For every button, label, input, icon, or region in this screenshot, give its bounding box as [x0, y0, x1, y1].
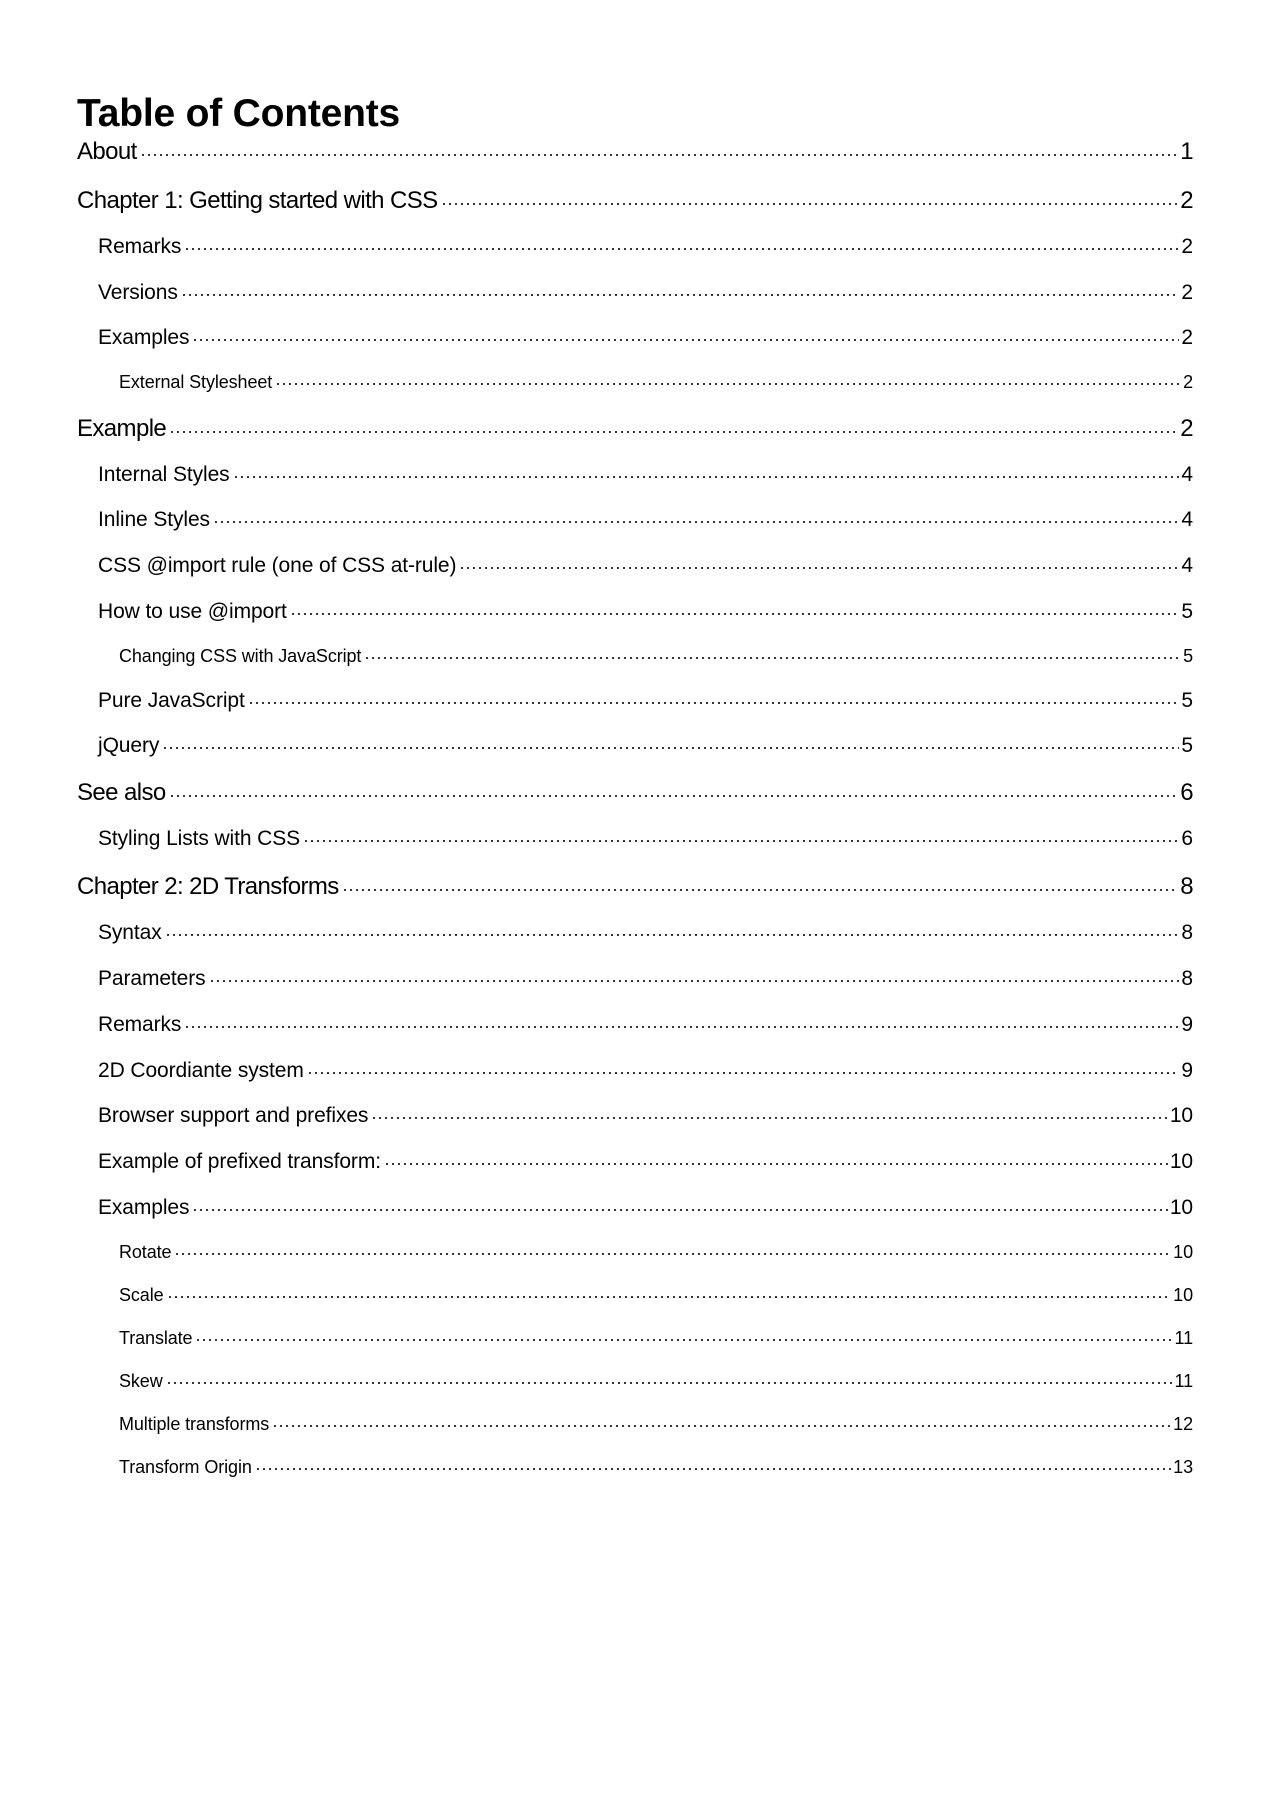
- toc-entry[interactable]: [98, 225, 1193, 259]
- toc-entry[interactable]: [119, 1229, 1193, 1263]
- toc-entry[interactable]: [119, 1315, 1193, 1349]
- toc-entry-page-number: 4: [1181, 554, 1193, 577]
- toc-entry[interactable]: [98, 316, 1193, 350]
- toc-entry[interactable]: [98, 1186, 1193, 1220]
- toc-entry-label: Examples: [98, 326, 190, 349]
- toc-entry[interactable]: [98, 453, 1193, 487]
- toc-entry-label: jQuery: [98, 734, 160, 757]
- dot-leader: [342, 887, 1179, 893]
- dot-leader: [192, 1207, 1167, 1213]
- toc-entry[interactable]: [98, 1003, 1193, 1037]
- toc-entry-page-number: 12: [1173, 1414, 1193, 1434]
- toc-title: Table of Contents: [77, 92, 401, 135]
- toc-entry-label: Changing CSS with JavaScript: [119, 646, 362, 666]
- dot-leader: [303, 838, 1179, 844]
- toc-entry-label: Transform Origin: [119, 1457, 252, 1477]
- toc-entry[interactable]: [119, 1401, 1193, 1435]
- dot-leader: [275, 381, 1181, 387]
- dot-leader: [165, 932, 1180, 938]
- dot-leader: [459, 565, 1179, 571]
- toc-entry-page-number: 10: [1173, 1242, 1193, 1262]
- toc-entry-page-number: 9: [1181, 1059, 1193, 1082]
- dot-leader: [184, 1024, 1179, 1030]
- dot-leader: [169, 429, 1178, 435]
- dot-leader: [307, 1070, 1180, 1076]
- toc-entry[interactable]: [119, 1444, 1193, 1478]
- toc-entry-page-number: 2: [1181, 281, 1193, 304]
- toc-entry-page-number: 11: [1174, 1328, 1193, 1348]
- dot-leader: [371, 1115, 1167, 1121]
- toc-entry-label: Versions: [98, 281, 178, 304]
- toc-entry[interactable]: [77, 409, 1193, 443]
- toc-entry-label: Chapter 2: 2D Transforms: [77, 873, 339, 900]
- toc-entry-label: Styling Lists with CSS: [98, 827, 301, 850]
- toc-entry[interactable]: [98, 544, 1193, 578]
- dot-leader: [364, 655, 1181, 661]
- toc-entry-label: How to use @import: [98, 600, 287, 623]
- toc-entry[interactable]: [98, 911, 1193, 945]
- toc-entry-page-number: 10: [1169, 1150, 1193, 1173]
- toc-entry-label: External Stylesheet: [119, 372, 273, 392]
- toc-entry[interactable]: [98, 498, 1193, 532]
- dot-leader: [255, 1466, 1171, 1472]
- toc-entry-page-number: 4: [1181, 508, 1193, 531]
- toc-entry[interactable]: [77, 132, 1193, 166]
- toc-entry[interactable]: [98, 817, 1193, 851]
- toc-entry-page-number: 2: [1180, 187, 1193, 214]
- toc-entry[interactable]: [98, 1140, 1193, 1174]
- toc-entry[interactable]: [98, 271, 1193, 305]
- dot-leader: [441, 201, 1179, 207]
- toc-entry[interactable]: [98, 679, 1193, 713]
- dot-leader: [248, 700, 1180, 706]
- toc-entry-label: See also: [77, 779, 166, 806]
- toc-entry-label: Pure JavaScript: [98, 689, 245, 712]
- toc-entry[interactable]: [119, 1358, 1193, 1392]
- toc-entry[interactable]: [119, 633, 1193, 667]
- dot-leader: [209, 978, 1180, 984]
- dot-leader: [181, 292, 1180, 298]
- toc-entry-label: Inline Styles: [98, 508, 210, 531]
- toc-entry[interactable]: [119, 359, 1193, 393]
- toc-entry-label: Examples: [98, 1196, 190, 1219]
- toc-entry-page-number: 9: [1181, 1013, 1193, 1036]
- toc-entry-label: Parameters: [98, 967, 206, 990]
- toc-entry[interactable]: [77, 773, 1193, 807]
- toc-entry-label: Skew: [119, 1371, 163, 1391]
- toc-entry-page-number: 13: [1173, 1457, 1193, 1477]
- toc-entry[interactable]: [98, 1094, 1193, 1128]
- toc-entry[interactable]: [119, 1272, 1193, 1306]
- toc-entry-page-number: 5: [1181, 689, 1193, 712]
- toc-entry-label: Syntax: [98, 921, 162, 944]
- toc-entry-label: CSS @import rule (one of CSS at-rule): [98, 554, 457, 577]
- toc-entry[interactable]: [98, 1049, 1193, 1083]
- toc-entry-label: Remarks: [98, 1013, 182, 1036]
- toc-entry-label: Rotate: [119, 1242, 172, 1262]
- dot-leader: [162, 745, 1179, 751]
- toc-entry[interactable]: [98, 590, 1193, 624]
- dot-leader: [192, 337, 1179, 343]
- toc-entry-label: Remarks: [98, 235, 182, 258]
- dot-leader: [166, 1380, 1173, 1386]
- toc-entry-label: Translate: [119, 1328, 193, 1348]
- dot-leader: [174, 1251, 1171, 1257]
- toc-entry-page-number: 6: [1181, 827, 1193, 850]
- toc-entry-page-number: 11: [1174, 1371, 1193, 1391]
- toc-entry-page-number: 6: [1180, 779, 1193, 806]
- toc-entry-label: Chapter 1: Getting started with CSS: [77, 187, 438, 214]
- toc-entry-label: Internal Styles: [98, 463, 230, 486]
- toc-entry-page-number: 2: [1181, 326, 1193, 349]
- toc-entry-label: Example of prefixed transform:: [98, 1150, 381, 1173]
- toc-entry[interactable]: [77, 181, 1193, 215]
- toc-entry[interactable]: [98, 957, 1193, 991]
- toc-entry-label: About: [77, 138, 137, 165]
- toc-entry-page-number: 5: [1181, 734, 1193, 757]
- toc-entry-page-number: 5: [1183, 646, 1193, 666]
- dot-leader: [195, 1337, 1172, 1343]
- dot-leader: [167, 1294, 1172, 1300]
- toc-entry[interactable]: [98, 724, 1193, 758]
- toc-entry-page-number: 2: [1181, 235, 1193, 258]
- dot-leader: [184, 246, 1179, 252]
- toc-entry-page-number: 1: [1180, 138, 1193, 165]
- toc-entry-label: Multiple transforms: [119, 1414, 270, 1434]
- toc-entry-page-number: 10: [1169, 1104, 1193, 1127]
- toc-entry-page-number: 8: [1180, 873, 1193, 900]
- toc-entry-page-number: 10: [1173, 1285, 1193, 1305]
- dot-leader: [290, 611, 1180, 617]
- toc-entry-label: Example: [77, 415, 167, 442]
- toc-entry-page-number: 8: [1181, 967, 1193, 990]
- toc-entry-page-number: 2: [1183, 372, 1193, 392]
- toc-entry-label: Scale: [119, 1285, 164, 1305]
- dot-leader: [213, 519, 1179, 525]
- dot-leader: [233, 474, 1180, 480]
- dot-leader: [384, 1161, 1168, 1167]
- toc-entry-page-number: 10: [1169, 1196, 1193, 1219]
- toc-entry[interactable]: [77, 867, 1193, 901]
- toc-entry-page-number: 2: [1180, 415, 1193, 442]
- toc-entry-label: Browser support and prefixes: [98, 1104, 369, 1127]
- dot-leader: [140, 152, 1179, 158]
- toc-entry-page-number: 4: [1181, 463, 1193, 486]
- dot-leader: [272, 1423, 1171, 1429]
- toc-entry-label: 2D Coordiante system: [98, 1059, 304, 1082]
- toc-entry-page-number: 8: [1181, 921, 1193, 944]
- toc-entry-page-number: 5: [1181, 600, 1193, 623]
- dot-leader: [169, 793, 1179, 799]
